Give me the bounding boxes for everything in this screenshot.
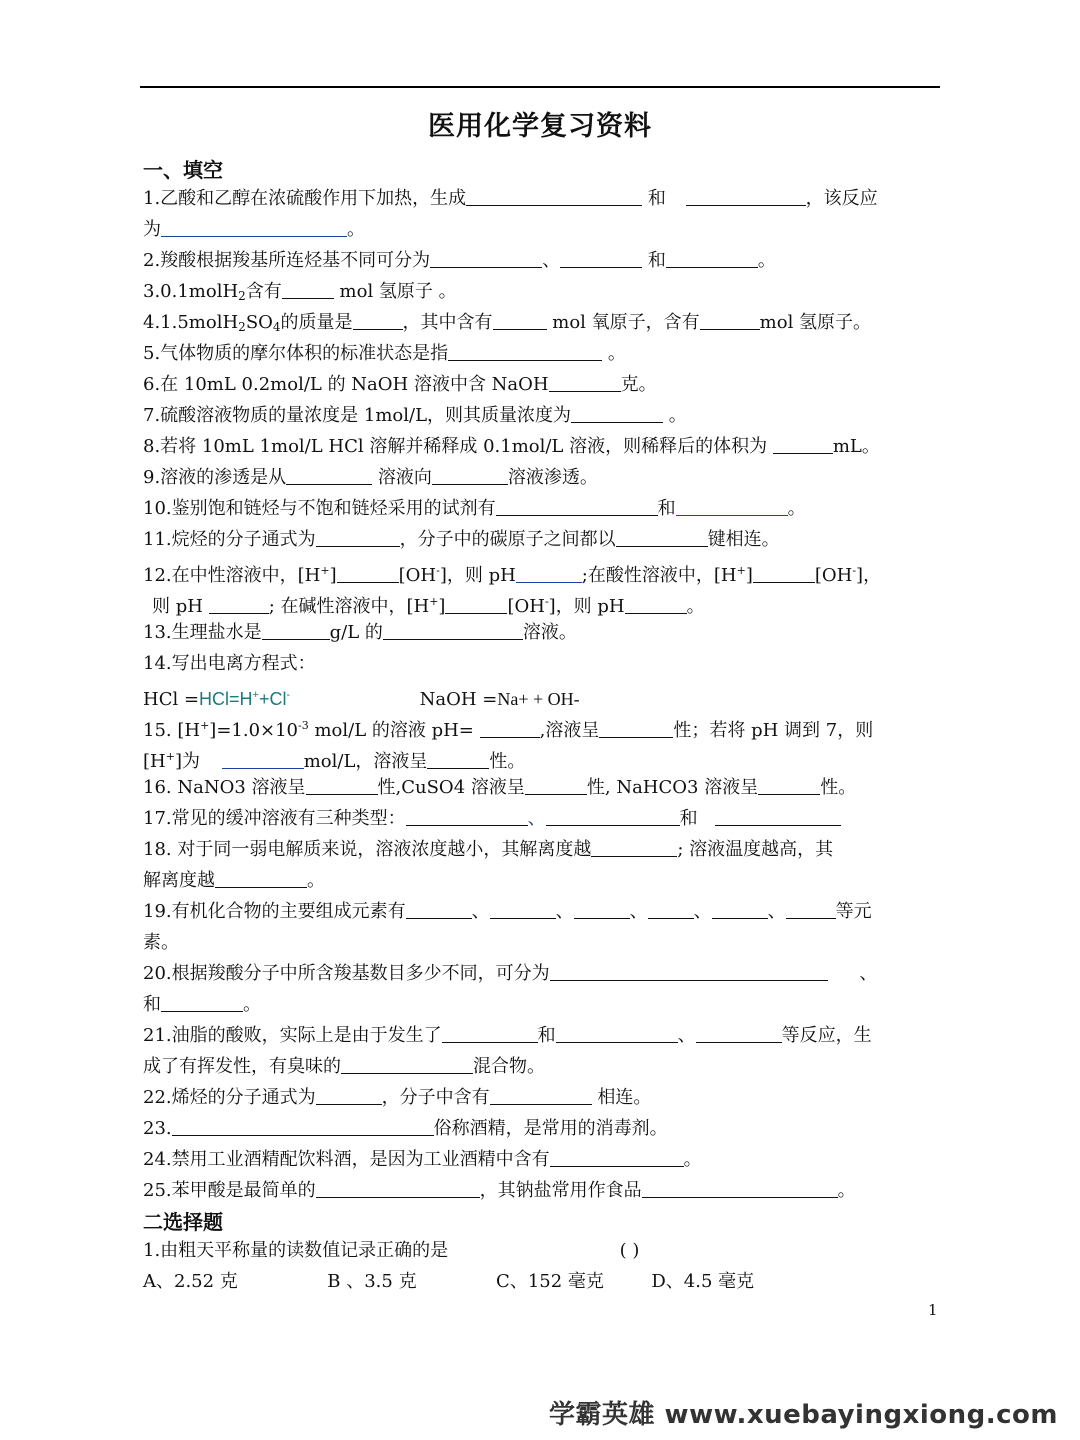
answer-blank [172, 1117, 434, 1136]
hcl-equation: HCl=H++Cl- [199, 689, 291, 709]
option-b: B 、3.5 克 [327, 1271, 417, 1292]
answer-blank [448, 342, 602, 361]
question-12: 12.在中性溶液中，[H+] [OH-]，则 pH ;在酸性溶液中，[H+] [OH-]， [143, 564, 882, 586]
question-2: 2.羧酸根据羧基所连烃基不同可分为 、 和 。 [143, 250, 776, 271]
answer-blank [406, 807, 528, 826]
answer-blank [383, 621, 523, 640]
answer-blank [316, 528, 400, 547]
question-5: 5.气体物质的摩尔体积的标准状态是指 。 [143, 343, 626, 364]
answer-blank [353, 311, 403, 330]
answer-blank [262, 621, 330, 640]
question-7: 7.硫酸溶液物质的量浓度是 1mol/L，则其质量浓度为 。 [143, 405, 687, 426]
question-14: 14.写出电离方程式： [143, 653, 316, 674]
question-22: 22.烯烃的分子通式为 ，分子中含有 相连。 [143, 1087, 652, 1108]
answer-blank [222, 750, 304, 769]
answer-blank [571, 404, 663, 423]
question-17: 17.常见的缓冲溶液有三种类型： 、 和 [143, 806, 943, 832]
question-20-cont: 和 。 [143, 994, 261, 1015]
answer-blank [686, 187, 806, 206]
answer-blank [599, 719, 673, 738]
answer-blank [700, 311, 760, 330]
answer-blank [432, 466, 508, 485]
answer-blank [282, 280, 334, 299]
answer-blank [753, 564, 815, 583]
answer-blank [625, 595, 687, 614]
question-1: 1.乙酸和乙醇在浓硫酸作用下加热，生成 和 ，该反应 [143, 188, 878, 209]
question-20: 20.根据羧酸分子中所含羧基数目多少不同，可分为 、 [143, 963, 878, 984]
answer-blank [560, 249, 642, 268]
question-3: 3.0.1molH$_2$含有 mol 氢原子 。 [143, 281, 457, 303]
answer-blank [496, 497, 658, 516]
question-24: 24.禁用工业酒精配饮料酒，是因为工业酒精中含有 。 [143, 1149, 702, 1170]
answer-blank [490, 900, 556, 919]
answer-blank [316, 1179, 480, 1198]
answer-blank [676, 497, 788, 516]
answer-blank [696, 1024, 782, 1043]
question-18-cont: 解离度越 。 [143, 870, 325, 891]
answer-blank [648, 900, 694, 919]
answer-blank [516, 564, 582, 583]
answer-blank [773, 435, 833, 454]
answer-blank [306, 776, 378, 795]
answer-blank [316, 1086, 382, 1105]
answer-blank [466, 187, 642, 206]
answer-blank [758, 776, 820, 795]
answer-blank [480, 719, 540, 738]
question-23: 23. 俗称酒精，是常用的消毒剂。 [143, 1118, 668, 1139]
question-13: 13.生理盐水是 g/L 的 溶液。 [143, 622, 577, 643]
question-1-cont: 为 。 [143, 219, 365, 240]
answer-blank [209, 595, 269, 614]
answer-blank [550, 1148, 684, 1167]
question-18: 18. 对于同一弱电解质来说，溶液浓度越小，其解离度越 ; 溶液温度越高，其 [143, 839, 834, 860]
option-a: A、2.52 克 [143, 1271, 238, 1292]
question-19: 19.有机化合物的主要组成元素有 、 、 、 、 、 等元 [143, 901, 872, 922]
option-c: C、152 毫克 [496, 1271, 604, 1292]
answer-blank [442, 1024, 538, 1043]
answer-blank [161, 993, 243, 1012]
page-number: 1 [928, 1301, 938, 1319]
answer-parentheses: ( ) [619, 1240, 640, 1261]
question-8: 8.若将 10mL 1mol/L HCl 溶解并稀释成 0.1mol/L 溶液，则稀释后的体积为 mL。 [143, 436, 880, 457]
answer-blank [546, 807, 680, 826]
answer-blank [490, 1086, 592, 1105]
answer-blank [642, 1179, 838, 1198]
naoh-equation: Na+ + OH- [497, 689, 580, 709]
answer-blank [549, 373, 621, 392]
answer-blank [556, 1024, 678, 1043]
answer-blank [712, 900, 768, 919]
question-19-cont: 素。 [143, 932, 179, 953]
question-21: 21.油脂的酸败，实际上是由于发生了 和 、 等反应，生 [143, 1025, 872, 1046]
top-rule [140, 86, 940, 88]
question-16: 16. NaNO3 溶液呈 性,CuSO4 溶液呈 性, NaHCO3 溶液呈 性。 [143, 777, 857, 798]
answer-blank [715, 807, 841, 826]
section-heading-multiple-choice: 二选择题 [143, 1210, 223, 1234]
answer-blank [341, 1055, 473, 1074]
question-25: 25.苯甲酸是最简单的 ，其钠盐常用作食品 。 [143, 1180, 856, 1201]
document-title: 医用化学复习资料 [428, 111, 652, 142]
answer-blank [550, 962, 828, 981]
option-d: D、4.5 毫克 [651, 1271, 755, 1292]
choice-question-1: 1.由粗天平称量的读数值记录正确的是 ( ) [143, 1240, 640, 1261]
answer-blank [427, 750, 489, 769]
question-12-cont: 则 pH ; 在碱性溶液中，[H+] [OH-]，则 pH 。 [152, 595, 705, 617]
answer-blank [574, 900, 630, 919]
answer-blank [445, 595, 507, 614]
question-6: 6.在 10mL 0.2mol/L 的 NaOH 溶液中含 NaOH 克。 [143, 374, 657, 395]
question-15: 15. $[H^+]=1.0\times 10^{-3}$ mol/L 的溶液 pH= ,溶液呈 性；若将 pH 调到 7，则 [143, 719, 874, 741]
answer-blank [786, 900, 836, 919]
answer-blank [493, 311, 547, 330]
answer-blank [337, 564, 399, 583]
section-heading-fill-in: 一、填空 [143, 158, 223, 182]
answer-blank [286, 466, 372, 485]
answer-blank [406, 900, 472, 919]
site-watermark: 学霸英雄 www.xuebayingxiong.com [549, 1400, 1058, 1430]
answer-blank [161, 218, 347, 237]
question-9: 9.溶液的渗透是从 溶液向 溶液渗透。 [143, 467, 598, 488]
answer-blank [616, 528, 708, 547]
question-4: $4.1.5molH_2SO_4$的质量是 ，其中含有 mol 氧原子，含有 mol 氢原子。 [143, 312, 872, 334]
question-21-cont: 成了有挥发性，有臭味的 混合物。 [143, 1056, 545, 1077]
answer-blank [591, 838, 677, 857]
question-11: 11.烷烃的分子通式为 ，分子中的碳原子之间都以 键相连。 [143, 529, 780, 550]
answer-blank [430, 249, 542, 268]
answer-blank [215, 869, 307, 888]
answer-blank [525, 776, 587, 795]
question-14-equations: HCl =HCl=H++Cl- NaOH =Na+ + OH- [143, 689, 580, 710]
answer-blank [666, 249, 758, 268]
question-15-cont: [H+]为 mol/L，溶液呈 性。 [143, 750, 526, 772]
choice-options [143, 1269, 943, 1295]
question-10: 10.鉴别饱和链烃与不饱和链烃采用的试剂有 和 。 [143, 498, 806, 519]
